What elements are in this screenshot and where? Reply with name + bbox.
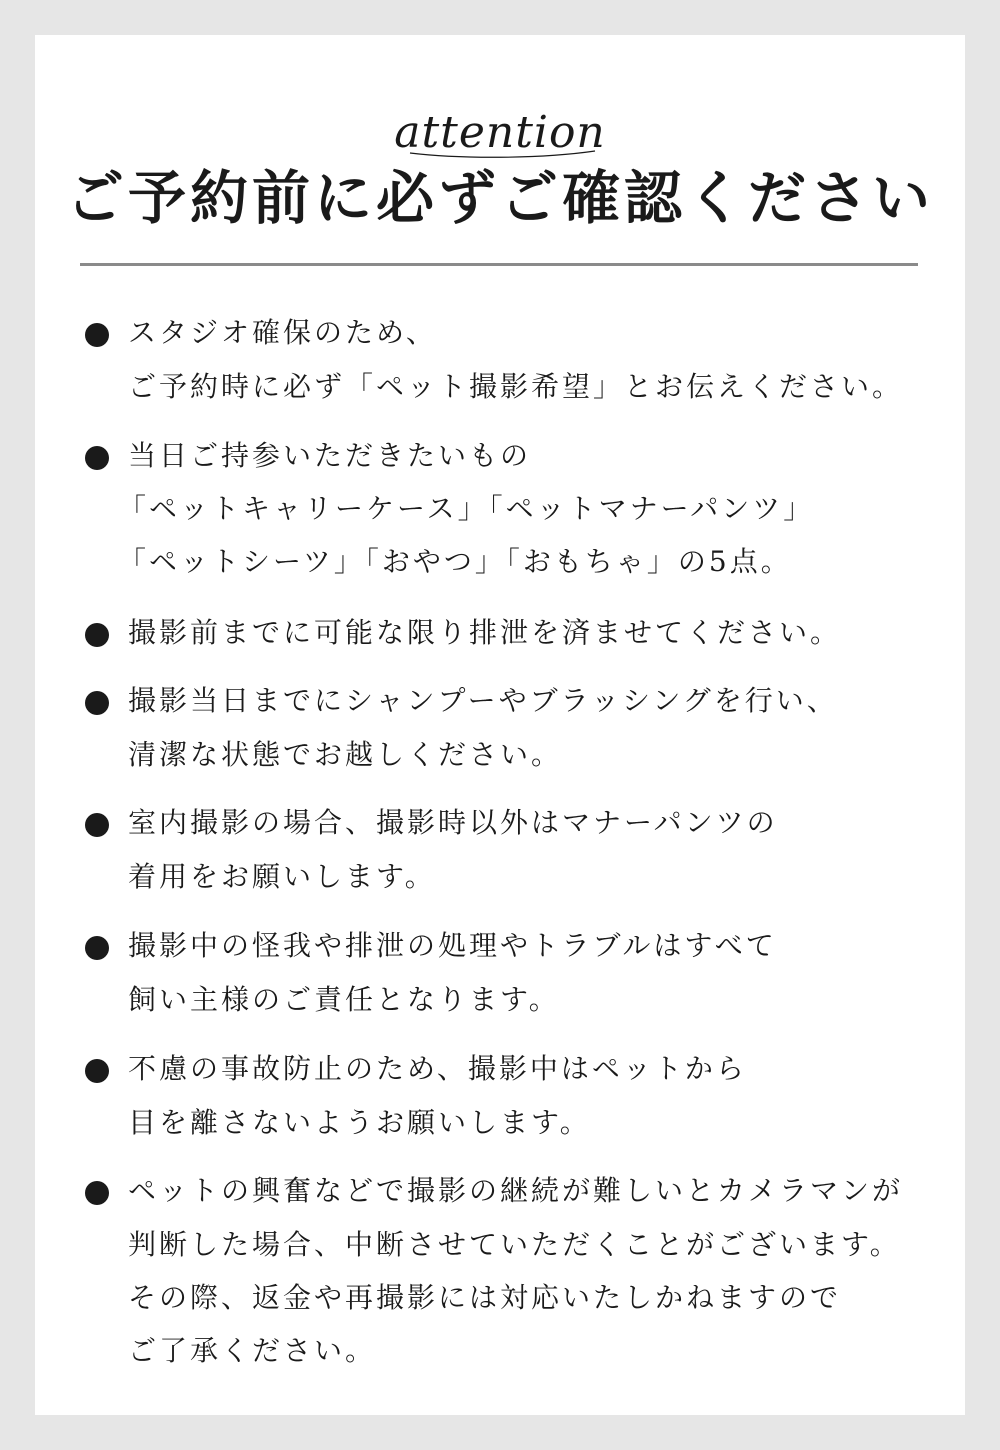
notice-line: その際、返金や再撮影には対応いたしかねますので	[128, 1281, 842, 1314]
notice-line: ペットの興奮などで撮影の継続が難しいとカメラマンが	[128, 1174, 904, 1207]
notice-card	[35, 35, 965, 1415]
svg-text:attention: attention	[394, 107, 606, 158]
notice-line: ご予約時に必ず「ペット撮影希望」とお伝えください。	[128, 370, 904, 403]
attention-script-heading	[35, 95, 965, 165]
bullet-icon	[85, 691, 109, 715]
bullet-icon	[85, 936, 109, 960]
bullet-icon	[85, 623, 109, 647]
notice-line: 不慮の事故防止のため、撮影中はペットから	[128, 1052, 747, 1085]
notice-line: 室内撮影の場合、撮影時以外はマナーパンツの	[128, 806, 778, 839]
notice-line: スタジオ確保のため、	[128, 316, 437, 349]
bullet-icon	[85, 446, 109, 470]
bullet-icon	[85, 1059, 109, 1083]
notice-line: 撮影中の怪我や排泄の処理やトラブルはすべて	[128, 929, 777, 962]
notice-line: 判断した場合、中断させていただくことがございます。	[128, 1228, 901, 1261]
page-title: ご予約前に必ずご確認ください	[65, 164, 934, 232]
notice-line: 撮影当日までにシャンプーやブラッシングを行い、	[128, 684, 838, 717]
notice-line: 飼い主様のご責任となります。	[128, 983, 560, 1016]
notice-line: 撮影前までに可能な限り排泄を済ませてください。	[128, 616, 842, 649]
attention-script-logo	[370, 95, 630, 165]
notice-line: 着用をお願いします。	[128, 860, 436, 893]
notice-line: 目を離さないようお願いします。	[128, 1106, 591, 1139]
bullet-icon	[85, 323, 109, 347]
notice-line: 「ペットシーツ」「おやつ」「おもちゃ」の5点。	[118, 545, 792, 578]
bullet-icon	[85, 1181, 109, 1205]
notice-line: 「ペットキャリーケース」「ペットマナーパンツ」	[118, 492, 815, 525]
title-divider	[80, 263, 918, 266]
notice-line: 当日ご持参いただきたいもの	[128, 439, 532, 472]
notice-line: 清潔な状態でお越しください。	[128, 738, 563, 771]
notice-line: ご了承ください。	[128, 1334, 377, 1367]
bullet-icon	[85, 813, 109, 837]
